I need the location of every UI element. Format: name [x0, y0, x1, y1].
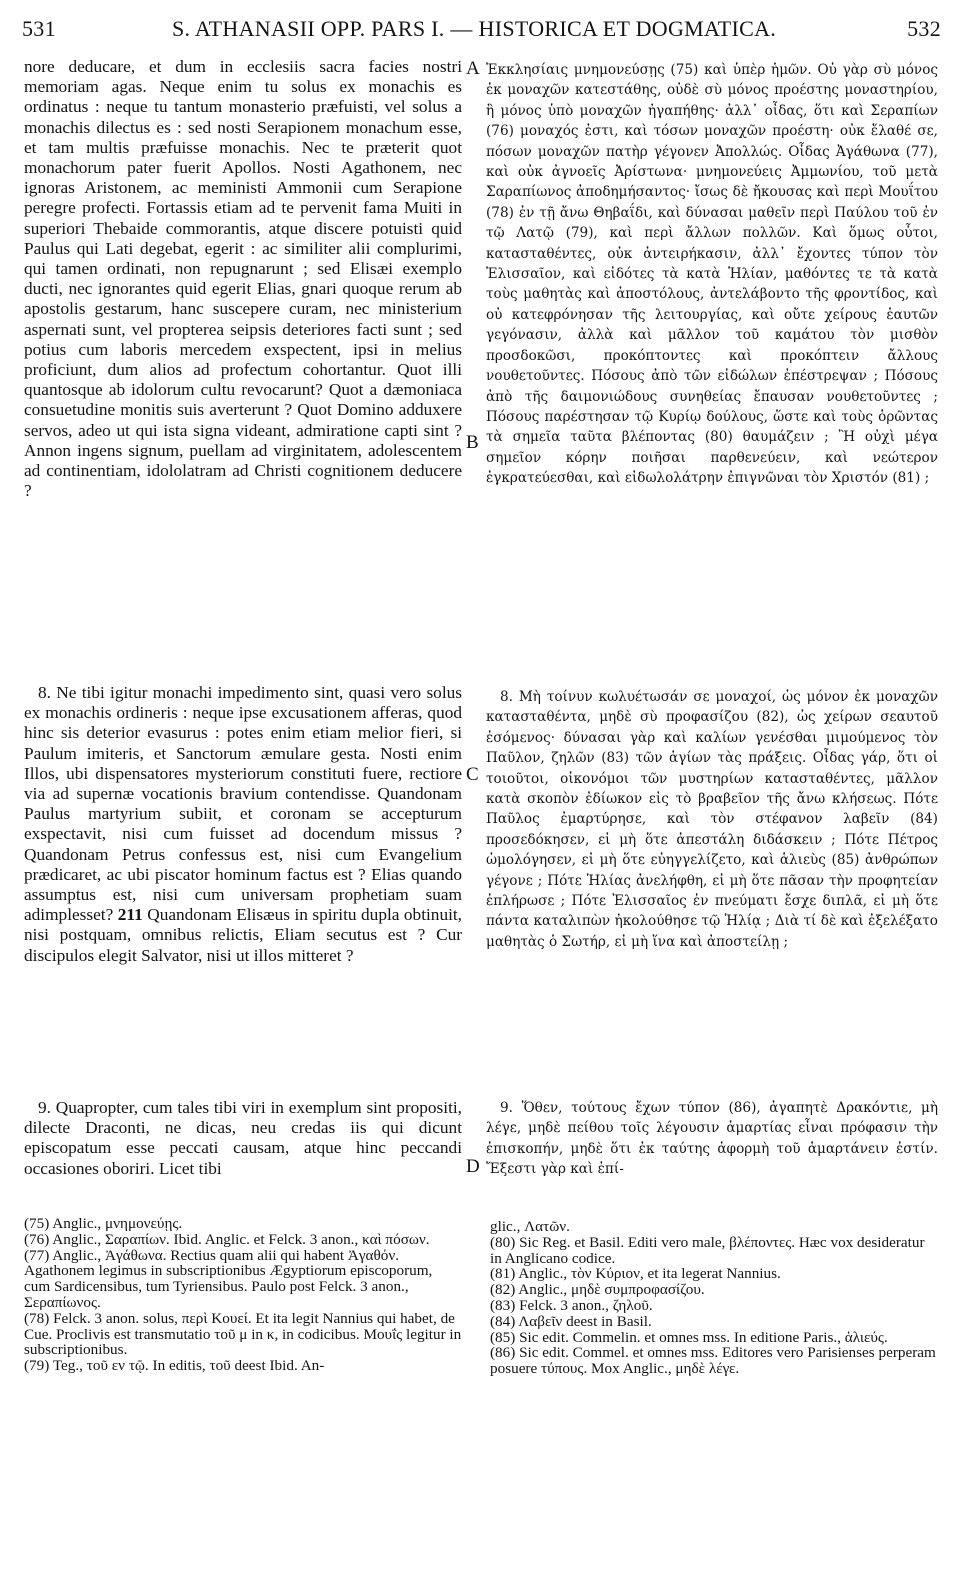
latin-paragraph-1: nore deducare, et dum in ecclesiis sacra facies nostri memoriam agas. Neque enim tu solus ex monachis es ordinatus : neque tu tantum monasterio præfuisti, vel solus a monachis dilectus es : sed nosti Serapionem monachum esse, et tam multis præfuisse monachis. Nec te præterit quot monachorum pater fuerit Apollos. Nosti Agathonem, nec ignoras Aristonem, ac meministi Ammonii cum Serapione peregre profecti. Fortassis etiam ad te pervenit fama Muiti in superiori Thebaide commorantis, atque discere potuisti quid Paulus qui Lati degebat, egerit : ac similiter alii complurimi, qui tamen ordinati, non repugnarunt ; sed Elisæi exemplo ducti, nec ignorantes quid egerit Elias, gnari quoque rerum ab apostolis gestarum, hanc suscepere curam, nec ministerium aspernati sunt, vel propterea seipsis deteriores facti sunt ; sed potius cum laboris mercedem exspectent, ipsi in melius proficiunt, dum alios ad profectum cohortantur. Quot illi quantosque ab idolorum cultu revocarunt? Quot a dæmoniaca consuetudine monitis suis averterunt ? Quot Domino adduxere servos, adeo ut qui ista signa videant, admiratione capti sint ? Annon ingens signum, puellam ad virginitatem, adolescentem ad continentiam, idololatram ad Christi cognitionem deducere ? [24, 57, 462, 501]
section-marker-b: B [466, 432, 479, 453]
page-number-right: 532 [907, 16, 941, 41]
footnotes-left [24, 1216, 462, 1374]
running-header [22, 16, 941, 46]
section-marker-a: A [466, 58, 480, 79]
edition-page-number: 211 [117, 905, 143, 925]
footnote: (79) Teg., τοῦ εν τῷ. In editis, τοῦ deest Ibid. An- [24, 1357, 325, 1375]
footnote: (85) Sic edit. Commelin. et omnes mss. In editione Paris., ἁλιεύς. [490, 1328, 888, 1346]
latin-paragraph-8 [24, 683, 462, 966]
running-title: S. ATHANASII OPP. PARS I. — HISTORICA ET DOGMATICA. [172, 16, 777, 41]
page-number-left: 531 [22, 16, 56, 41]
footnote: (77) Anglic., Ἀγάθωνα. Rectius quam alii qui habent Ἀγαθόν. Agathonem legimus in subscriptionibus Ægyptiorum episcoporum, cum Sardicensibus, tum Tyriensibus. Paulo post Felck. 3 anon., Σεραπίωνος. [24, 1246, 433, 1311]
section-marker-d: D [466, 1156, 480, 1177]
latin-paragraph-8-text-a: 8. Ne tibi igitur monachi impedimento sint, quasi vero solus ex monachis ordineris : neque ipse excusationem afferas, quod hinc sis deterior evasurus : potes enim etiam melior fieri, si Paulum imiteris, et Sanctorum æmulare gesta. Nosti enim Illos, ubi dispensatores mysteriorum constituti fuere, rectiore via ad supernæ vocationis bravium contendisse. Quandonam Paulus martyrium subiit, et coronam se accepturum exspectavit, nisi cum fuisset ad docendum missus ? Quandonam Petrus confessus est, nisi cum Evangelium prædicaret, ac ubi piscator hominum factus est ? Elias quando assumptus est, nisi cum universam prophetiam suam adimplesset? [24, 683, 462, 925]
footnote: (81) Anglic., τὸν Κύριον, et ita legerat Nannius. [490, 1265, 781, 1283]
footnote: (84) Λαβεῖν deest in Basil. [490, 1312, 652, 1330]
footnotes-right [490, 1219, 938, 1377]
greek-paragraph-8: 8. Μὴ τοίνυν κωλυέτωσάν σε μοναχοί, ὡς μόνον ἐκ μοναχῶν κατασταθέντα, μηδὲ σὺ προφασίζου (82), ὡς χείρων σεαυτοῦ ἐσόμενος· δύνασαι γὰρ καὶ καλίων γενέσθαι μιμούμενος τὸν Παῦλον, ζηλῶν (83) τῶν ἁγίων τὰς πράξεις. Οἶδας γάρ, ὅτι οἱ τοιοῦτοι, οἰκονόμοι τῶν μυστηρίων κατασταθέντες, μᾶλλον κατὰ σκοπὸν ἐδίωκον εἰς τὸ βραβεῖον τῆς ἄνω κλήσεως. Πότε Παῦλος ἐμαρτύρησε, καὶ τὸν στέφανον λαβεῖν (84) προσεδόκησεν, εἰ μὴ ὅτε ἀπεστάλη διδάσκειν ; Πότε Πέτρος ὡμολόγησεν, εἰ μὴ ὅτε εὐηγγελίζετο, καὶ ἁλιεὺς (85) ἀνθρώπων γέγονε ; Πότε Ἡλίας ἀνελήφθη, εἰ μὴ ὅτε πᾶσαν τὴν προφητείαν ἐπλήρωσε ; Πότε Ἐλισσαῖος ἐν πνεύματι ἔσχε διπλᾶ, εἰ μὴ ὅτε πάντα καταλιπὼν ἠκολούθησε τῷ Ἡλίᾳ ; Διὰ τί δὲ καὶ ἐξελέξατο μαθητὰς ὁ Σωτήρ, εἰ μὴ ἵνα καὶ ἀποστείλῃ ; [486, 689, 938, 950]
greek-paragraph-9: 9. Ὅθεν, τούτους ἔχων τύπον (86), ἀγαπητὲ Δρακόντιε, μὴ λέγε, μηδὲ πείθου τοῖς λέγουσιν ἁμαρτίας εἶναι πρόφασιν τὴν ἐπισκοπήν, μηδὲ ὅτι ἐκ ταύτης ἀφορμὴ τοῦ ἁμαρτάνειν ἐστίν. Ἔξεστι γὰρ καὶ ἐπί- [486, 1100, 938, 1178]
footnote: (82) Anglic., μηδὲ συμπροφασίζου. [490, 1281, 705, 1299]
latin-paragraph-9: 9. Quapropter, cum tales tibi viri in exemplum sint propositi, dilecte Draconti, ne dicas, neu credas iis qui dicunt episcopatum esse peccati causam, atque hinc peccandi occasiones oboriri. Licet tibi [24, 1098, 462, 1178]
latin-paragraph-8-text-b: Quandonam Elisæus in spiritu dupla obtinuit, nisi postquam, omnibus relictis, Eliam secutus est ? Cur discipulos elegit Salvator, nisi ut illos mitteret ? [24, 905, 463, 965]
footnote: (86) Sic edit. Commel. et omnes mss. Editores vero Parisienses perperam posuere τύπους. Mox Anglic., μηδὲ λέγε. [490, 1344, 936, 1378]
footnote: (83) Felck. 3 anon., ζηλοῦ. [490, 1296, 653, 1314]
footnote: (75) Anglic., μνημονεύῃς. [24, 1215, 183, 1232]
footnote: glic., Λατῶν. [490, 1218, 570, 1235]
footnote: (76) Anglic., Σαραπίων. Ibid. Anglic. et Felck. 3 anon., καὶ πόσων. [24, 1230, 430, 1248]
greek-paragraph-1: Ἐκκλησίαις μνημονεύσῃς (75) καὶ ὑπὲρ ἡμῶν. Οὐ γὰρ σὺ μόνος ἐκ μοναχῶν κατεστάθης, οὐδὲ σὺ μόνος προέστης μοναστηρίου, ἢ μόνος ὑπὸ μοναχῶν ἠγαπήθης· ἀλλ᾽ οἶδας, ὅτι καὶ Σεραπίων (76) μοναχός ἐστι, καὶ τόσων μοναχῶν προέστη· οὐκ ἔλαθέ σε, πόσων μοναχῶν πατὴρ γέγονεν Ἀπολλώς. Οἶδας Ἀγάθωνα (77), καὶ οὐκ ἀγνοεῖς Ἀρίστωνα· μνημονεύεις Ἀμμωνίου, τοῦ μετὰ Σαραπίωνος ἀποδημήσαντος· ἴσως δὲ ἤκουσας καὶ περὶ Μουΐτου (78) ἐν τῇ ἄνω Θηβαΐδι, καὶ δύνασαι μαθεῖν περὶ Παύλου τοῦ ἐν τῷ Λατῷ (79), καὶ περὶ ἄλλων πολλῶν. Καὶ ὅμως οὗτοι, κατασταθέντες, οὐκ ἀντειρήκασιν, ἀλλ᾽ ἔχοντες τύπον τὸν Ἐλισσαῖον, καὶ εἰδότες τὰ κατὰ Ἡλίαν, μαθόντες τε τὰ κατὰ τοὺς μαθητὰς καὶ ἀποστόλους, ἀντελάβοντο τῆς φροντίδος, καὶ οὐ κατεφρόνησαν τῆς λειτουργίας, καὶ οὔτε χείρους ἑαυτῶν γεγόνασιν, ἀλλὰ καὶ μᾶλλον τοῦ καμάτου τὸν μισθὸν προσδοκῶσι, προκόπτοντες καὶ προκόπτειν ἄλλους νουθετοῦντες. Πόσους ἀπὸ τῶν εἰδώλων ἐπέστρεψαν ; Πόσους ἀπὸ τῆς δαιμονιώδους συνηθείας ἔπαυσαν νουθετοῦντες ; Πόσους παρέστησαν τῷ Κυρίῳ δούλους, ὥστε καὶ τοὺς ὁρῶντας τὰ σημεῖα ταῦτα βλέποντας (80) θαυμάζειν ; Ἢ οὐχὶ μέγα σημεῖον κόρην ποιῆσαι παρθενεύειν, καὶ νεώτερον ἐγκρατεύεσθαι, καὶ εἰδωλολάτρην ἐπιγνῶναι τὸν Χριστόν (81) ; [486, 62, 938, 487]
footnote: (80) Sic Reg. et Basil. Editi vero male, βλέποντες. Hæc vox desideratur in Anglicano codice. [490, 1233, 925, 1267]
footnote: (78) Felck. 3 anon. solus, περὶ Κουεί. Et ita legit Nannius qui habet, de Cue. Proclivis est transmutatio τοῦ μ in κ, in codicibus. Μουΐς legitur in subscriptionibus. [24, 1309, 462, 1359]
section-marker-c: C [466, 764, 479, 785]
